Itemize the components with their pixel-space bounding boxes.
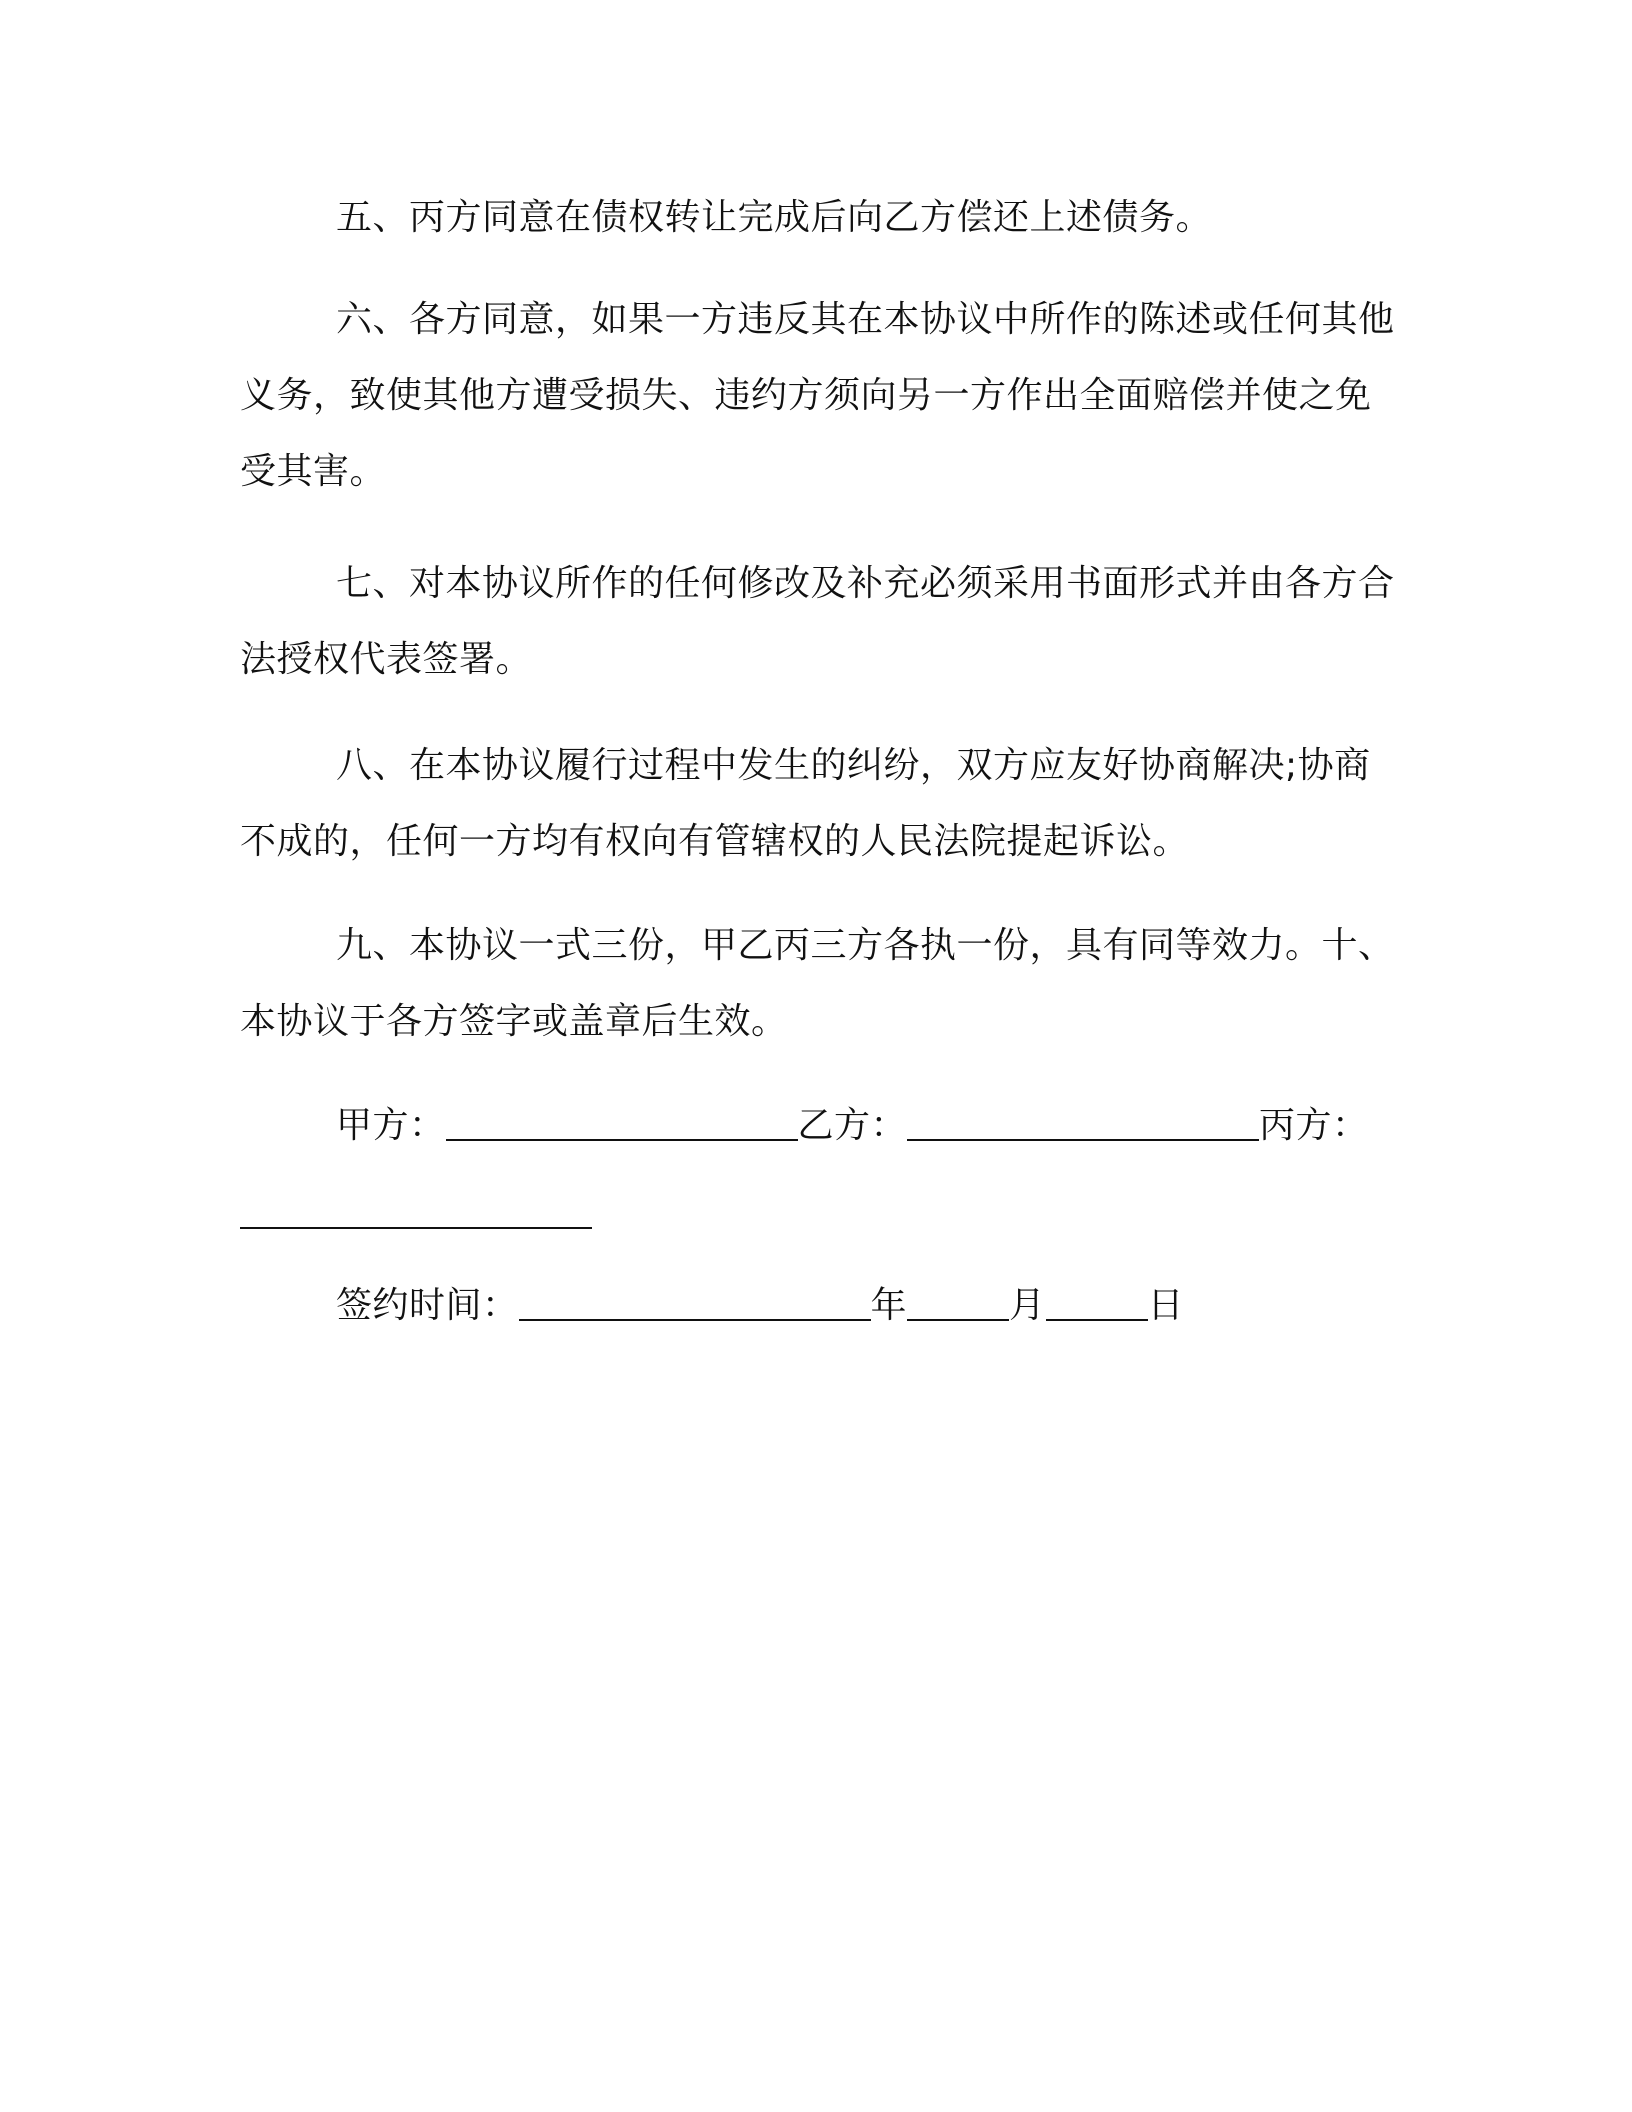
signing-date-label: 签约时间： — [336, 1285, 519, 1326]
month-blank — [907, 1279, 1009, 1321]
party-a-signature-blank — [446, 1099, 798, 1141]
clause-7: 七、对本协议所作的任何修改及补充必须采用书面形式并由各方合法授权代表签署。 — [240, 563, 1395, 680]
month-label: 月 — [1009, 1285, 1046, 1326]
clause-8: 八、在本协议履行过程中发生的纠纷，双方应友好协商解决;协商不成的，任何一方均有权向有管辖权的人民法院提起诉讼。 — [240, 745, 1371, 862]
party-a-label: 甲方： — [336, 1105, 446, 1146]
party-b-label: 乙方： — [797, 1105, 908, 1146]
party-c-blank-line — [240, 1176, 592, 1252]
year-blank — [519, 1279, 871, 1321]
signature-parties-line — [336, 1088, 1369, 1164]
day-label: 日 — [1147, 1285, 1185, 1326]
day-blank — [1046, 1279, 1148, 1321]
party-c-label: 丙方： — [1259, 1105, 1369, 1146]
year-label: 年 — [870, 1285, 908, 1326]
party-b-signature-blank — [907, 1099, 1259, 1141]
signing-date-line — [336, 1268, 1184, 1344]
clause-6: 六、各方同意，如果一方违反其在本协议中所作的陈述或任何其他义务，致使其他方遭受损失、违约方须向另一方作出全面赔偿并使之免受其害。 — [240, 299, 1395, 492]
party-c-signature-blank — [240, 1187, 592, 1229]
clause-9-10: 九、本协议一式三份，甲乙丙三方各执一份，具有同等效力。十、本协议于各方签字或盖章后生效。 — [240, 925, 1395, 1042]
clause-5: 五、丙方同意在债权转让完成后向乙方偿还上述债务。 — [336, 197, 1213, 238]
